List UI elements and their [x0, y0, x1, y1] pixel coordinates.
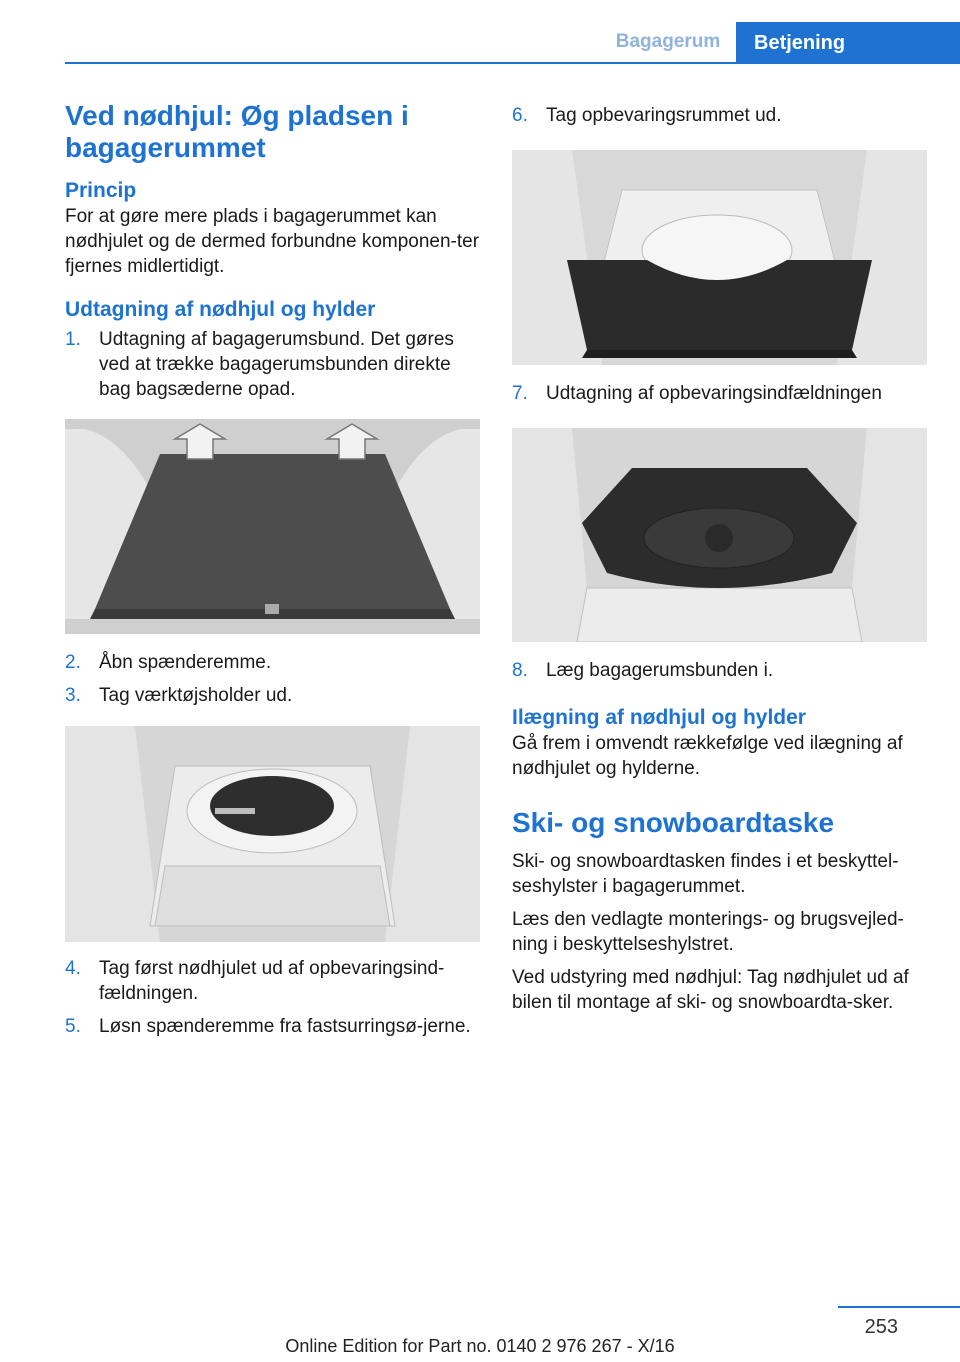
page-title: Ved nødhjul: Øg pladsen i bagagerummet: [65, 100, 409, 163]
principle-text: For at gøre mere plads i bagagerummet kan nødhjulet og de dermed forbundne komponen‐ter fjernes midlertidigt.: [65, 206, 480, 277]
install-heading: Ilægning af nødhjul og hylder: [512, 706, 806, 729]
left-column: [65, 100, 480, 1039]
step-text: Læg bagagerumsbunden i.: [546, 660, 774, 681]
trunk-floor-photo: [65, 419, 480, 634]
step-4: [65, 956, 480, 1006]
step-text: Tag værktøjsholder ud.: [99, 685, 293, 706]
step-2: [65, 650, 480, 675]
ski-heading: Ski- og snowboardtaske: [512, 807, 835, 838]
step-text: Tag først nødhjulet ud af opbevaringsind‐fældningen.: [99, 958, 445, 1004]
header-section: Bagagerum: [615, 31, 721, 52]
step-3: [65, 683, 480, 708]
step-5: [65, 1014, 480, 1039]
ski-paragraph-2: Læs den vedlagte monterings- og brugsvejled‐ning i beskyttelseshylstret.: [512, 909, 904, 955]
step-number: 1.: [65, 329, 81, 350]
step-8: [512, 658, 927, 683]
ski-paragraph-1: Ski- og snowboardtasken findes i et beskyttel‐seshylster i bagagerummet.: [512, 851, 899, 897]
spare-wheel-photo: [65, 726, 480, 942]
step-text: Løsn spænderemme fra fastsurringsø‐jerne.: [99, 1016, 471, 1037]
step-number: 7.: [512, 383, 528, 404]
install-text: Gå frem i omvendt rækkefølge ved ilægning af nødhjulet og hylderne.: [512, 733, 903, 779]
footer-edition: Online Edition for Part no. 0140 2 976 267 - X/16: [285, 1336, 675, 1356]
header-rule: [65, 62, 960, 64]
step-number: 3.: [65, 685, 81, 706]
removal-heading: Udtagning af nødhjul og hylder: [65, 298, 376, 321]
step-1: [65, 327, 480, 402]
footer-rule: [838, 1306, 960, 1308]
principle-heading: Princip: [65, 179, 137, 202]
right-column: [512, 100, 927, 1015]
storage-insert-photo: [512, 428, 927, 642]
step-number: 5.: [65, 1016, 81, 1037]
step-text: Udtagning af bagagerumsbund. Det gøres ved at trække bagagerumsbunden direkte bag bagsæderne opad.: [99, 329, 454, 400]
header-chapter-tab: Betjening: [736, 22, 960, 63]
step-number: 2.: [65, 652, 81, 673]
step-text: Udtagning af opbevaringsindfældningen: [546, 383, 882, 404]
step-number: 4.: [65, 958, 81, 979]
step-6: [512, 103, 927, 128]
step-number: 6.: [512, 105, 528, 126]
step-7: [512, 381, 927, 406]
step-text: Tag opbevaringsrummet ud.: [546, 105, 782, 126]
step-number: 8.: [512, 660, 528, 681]
ski-paragraph-3: Ved udstyring med nødhjul: Tag nødhjulet ud af bilen til montage af ski- og snowboardta‐sker.: [512, 967, 909, 1013]
step-text: Åbn spænderemme.: [99, 652, 272, 673]
storage-compartment-photo: [512, 150, 927, 365]
page-number: 253: [864, 1316, 898, 1338]
